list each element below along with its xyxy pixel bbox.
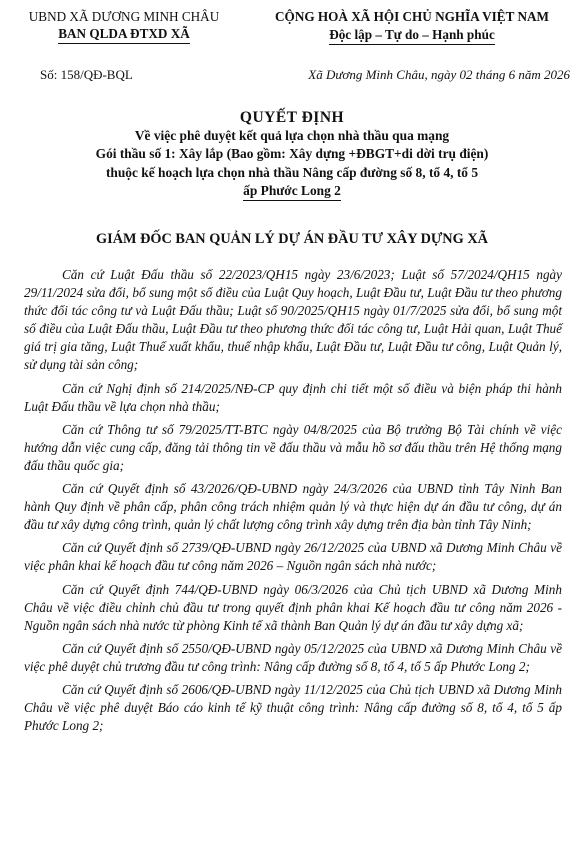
agency-name: BAN QLDA ĐTXD XÃ bbox=[58, 25, 190, 44]
decision-subject-line-2: Gói thầu số 1: Xây lắp (Bao gồm: Xây dựng +ĐBGT+di dời trụ điện) bbox=[95, 146, 489, 162]
legal-basis-paragraph: Căn cứ Quyết định số 43/2026/QĐ-UBND ngày 24/3/2026 của UBND tỉnh Tây Ninh Ban hành Quy định về phân cấp, phân công trách nhiệm quản lý và thực hiện dự án đầu tư công, dự án đầu tư xây dựng công trình, quản lý chất lượng công trình xây dựng trên địa bàn tỉnh Tây Ninh; bbox=[24, 481, 562, 533]
decision-title-block bbox=[40, 108, 544, 201]
parent-agency-name: UBND XÃ DƯƠNG MINH CHÂU bbox=[28, 9, 220, 24]
decision-heading: QUYẾT ĐỊNH bbox=[239, 109, 345, 126]
decision-number: Số: 158/QĐ-BQL bbox=[40, 67, 133, 82]
decision-subject-line-4: ấp Phước Long 2 bbox=[243, 182, 341, 201]
legal-basis-paragraph: Căn cứ Quyết định số 2739/QĐ-UBND ngày 26/12/2025 của UBND xã Dương Minh Châu về việc phân khai kế hoạch đầu tư công năm 2026 – Nguồn ngân sách nhà nước; bbox=[24, 540, 562, 574]
decision-subject-line-3: thuộc kế hoạch lựa chọn nhà thầu Nâng cấp đường số 8, tổ 4, tổ 5 bbox=[105, 164, 479, 180]
issuing-authority: GIÁM ĐỐC BAN QUẢN LÝ DỰ ÁN ĐẦU TƯ XÂY DỰNG XÃ bbox=[96, 231, 488, 247]
reference-line bbox=[0, 67, 584, 85]
place-and-date: Xã Dương Minh Châu, ngày 02 tháng 6 năm 2026 bbox=[308, 67, 570, 82]
legal-basis-paragraph: Căn cứ Quyết định số 2606/QĐ-UBND ngày 11/12/2025 của Chủ tịch UBND xã Dương Minh Châu về việc phê duyệt Báo cáo kinh tế kỹ thuật công trình: Nâng cấp đường số 8, tổ 4, tổ 5 ấp Phước Long 2; bbox=[24, 681, 562, 734]
legal-basis-paragraph: Căn cứ Quyết định 744/QĐ-UBND ngày 06/3/2026 của Chủ tịch UBND xã Dương Minh Châu về việc điều chỉnh chủ đầu tư trong quyết định phân khai Kế hoạch đầu tư công năm 2026 - Nguồn ngân sách nhà nước từ phòng Kinh tế xã thành Ban Quản lý dự án đầu tư xây dựng xã; bbox=[24, 581, 562, 633]
legal-basis-paragraph: Căn cứ Thông tư số 79/2025/TT-BTC ngày 04/8/2025 của Bộ trưởng Bộ Tài chính về việc hướng dẫn việc cung cấp, đăng tải thông tin về đấu thầu và mẫu hồ sơ đấu thầu trên Hệ thống mạng đấu thầu quốc gia; bbox=[24, 421, 562, 473]
legal-basis-paragraph: Căn cứ Luật Đấu thầu số 22/2023/QH15 ngày 23/6/2023; Luật số 57/2024/QH15 ngày 29/11/2024 sửa đổi, bổ sung một số điều của Luật Quy hoạch, Luật Đầu tư, Luật Đầu tư theo phương thức đối tác công tư và Luật Đấu thầu; Luật số 90/2025/QH15 ngày 01/7/2025 sửa đổi, bổ sung một số điều của Luật Đấu thầu, Luật Đầu tư theo phương thức đối tác công tư, Luật Hải quan, Luật Thuế giá trị gia tăng, Luật Thuế xuất khẩu, thuế nhập khẩu, Luật Đầu tư, Luật Đầu tư công, Luật Quản lý, sử dụng tài sản công; bbox=[24, 267, 562, 373]
national-motto bbox=[250, 8, 574, 45]
legal-basis-paragraph: Căn cứ Quyết định số 2550/QĐ-UBND ngày 05/12/2025 của UBND xã Dương Minh Châu về việc phê duyệt chủ trương đầu tư công trình: Nâng cấp đường số 8, tổ 4, tổ 5 ấp Phước Long 2; bbox=[24, 640, 562, 674]
document-header bbox=[0, 8, 584, 60]
motto: Độc lập – Tự do – Hạnh phúc bbox=[329, 26, 495, 45]
issuing-agency bbox=[10, 8, 238, 44]
country-name: CỘNG HOÀ XÃ HỘI CHỦ NGHĨA VIỆT NAM bbox=[275, 9, 549, 24]
decision-subject-line-1: Về việc phê duyệt kết quả lựa chọn nhà thầu qua mạng bbox=[134, 128, 450, 143]
document-body bbox=[24, 266, 562, 735]
legal-basis-paragraph: Căn cứ Nghị định số 214/2025/NĐ-CP quy định chi tiết một số điều và biện pháp thi hành Luật Đấu thầu về lựa chọn nhà thầu; bbox=[24, 380, 562, 414]
